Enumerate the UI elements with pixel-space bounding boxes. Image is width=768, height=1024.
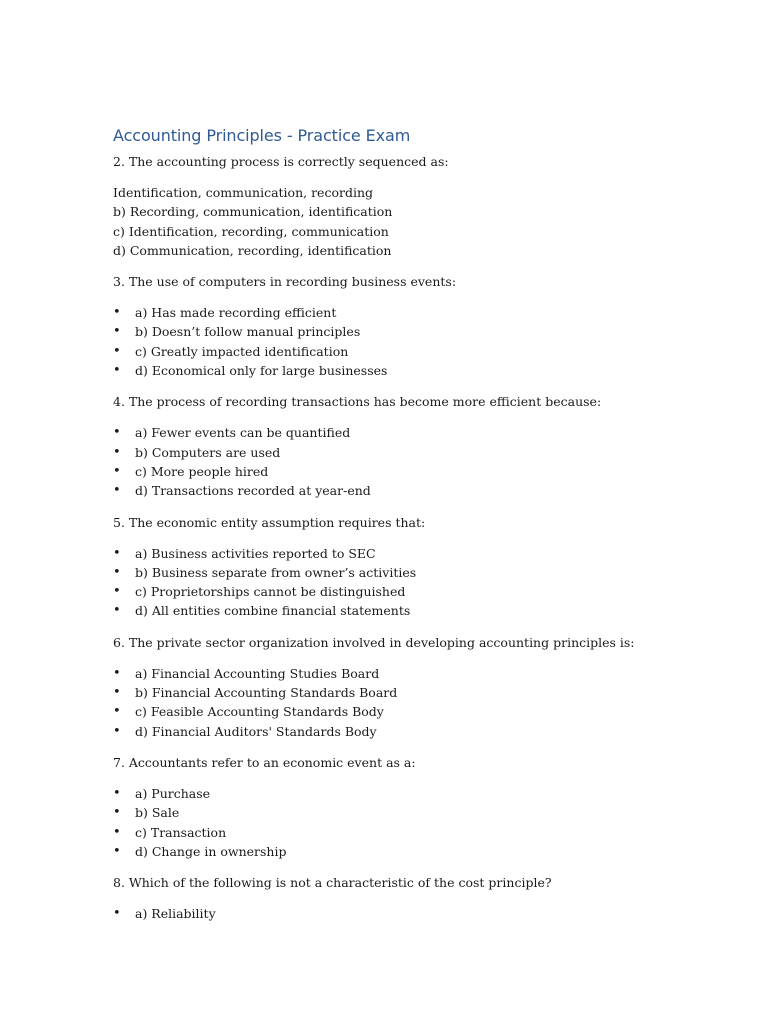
bullet-icon: • [113, 843, 121, 859]
option-item [113, 823, 733, 842]
bullet-icon: • [113, 805, 121, 821]
bullet-icon: • [113, 685, 121, 701]
option-label: c) Feasible Accounting Standards Body [135, 704, 384, 720]
bullet-icon: • [113, 906, 121, 922]
option-label: d) Economical only for large businesses [135, 363, 388, 379]
option-label: d) Change in ownership [135, 843, 287, 859]
bullet-icon: • [113, 324, 121, 340]
option-label: c) Proprietorships cannot be distinguished [135, 584, 406, 600]
document-page [113, 124, 733, 935]
document-title: Accounting Principles - Practice Exam [113, 126, 411, 145]
option-item [113, 683, 733, 702]
bullet-icon: • [113, 463, 121, 479]
option-label: d) Financial Auditors' Standards Body [135, 723, 377, 739]
option-item [113, 342, 733, 361]
question-5: 5. The economic entity assumption requires that: [113, 514, 426, 530]
option-item [113, 904, 733, 923]
bullet-icon: • [113, 363, 121, 379]
option-item [113, 842, 733, 861]
question-8: 8. Which of the following is not a characteristic of the cost principle? [113, 875, 552, 891]
option-label: a) Business activities reported to SEC [135, 545, 376, 561]
option-label: b) Sale [135, 805, 180, 821]
bullet-icon: • [113, 343, 121, 359]
bullet-icon: • [113, 444, 121, 460]
bullet-icon: • [113, 545, 121, 561]
option-label: d) Transactions recorded at year-end [135, 483, 371, 499]
option-item [113, 582, 733, 601]
option-item [113, 481, 733, 500]
question-2: 2. The accounting process is correctly sequenced as: [113, 154, 449, 169]
option-item [113, 443, 733, 462]
question-4: 4. The process of recording transactions has become more efficient because: [113, 394, 602, 410]
question-3: 3. The use of computers in recording business events: [113, 274, 457, 290]
bullet-icon: • [113, 564, 121, 580]
question-8-options [113, 904, 733, 923]
bullet-icon: • [113, 723, 121, 739]
option-item [113, 303, 733, 322]
option-item [113, 702, 733, 721]
option-label: b) Financial Accounting Standards Board [135, 685, 398, 701]
option-item [113, 322, 733, 341]
option-item: c) Identification, recording, communication [113, 223, 389, 239]
question-3-options [113, 303, 733, 380]
option-label: d) All entities combine financial statements [135, 603, 411, 619]
bullet-icon: • [113, 603, 121, 619]
option-item [113, 784, 733, 803]
bullet-icon: • [113, 305, 121, 321]
option-item: Identification, communication, recording [113, 185, 373, 200]
option-item [113, 803, 733, 822]
option-item [113, 462, 733, 481]
option-label: c) Greatly impacted identification [135, 343, 349, 359]
question-5-options [113, 544, 733, 621]
option-label: a) Fewer events can be quantified [135, 425, 351, 441]
question-4-options [113, 423, 733, 500]
question-7: 7. Accountants refer to an economic event as a: [113, 754, 416, 770]
option-label: c) More people hired [135, 463, 269, 479]
option-label: b) Business separate from owner’s activities [135, 564, 417, 580]
option-item [113, 544, 733, 563]
question-6: 6. The private sector organization involved in developing accounting principles is: [113, 634, 635, 650]
option-item [113, 563, 733, 582]
option-item: b) Recording, communication, identification [113, 204, 393, 220]
option-item [113, 722, 733, 741]
option-label: a) Financial Accounting Studies Board [135, 665, 380, 681]
option-item [113, 423, 733, 442]
option-label: a) Has made recording efficient [135, 305, 337, 321]
bullet-icon: • [113, 483, 121, 499]
question-2-options [113, 183, 733, 260]
option-item [113, 601, 733, 620]
option-label: a) Reliability [135, 906, 216, 922]
question-7-options [113, 784, 733, 861]
bullet-icon: • [113, 665, 121, 681]
bullet-icon: • [113, 824, 121, 840]
option-item: d) Communication, recording, identification [113, 242, 392, 258]
option-item [113, 361, 733, 380]
bullet-icon: • [113, 425, 121, 441]
option-label: b) Doesn’t follow manual principles [135, 324, 361, 340]
option-label: a) Purchase [135, 785, 211, 801]
option-label: b) Computers are used [135, 444, 281, 460]
option-label: c) Transaction [135, 824, 227, 840]
bullet-icon: • [113, 785, 121, 801]
option-item [113, 664, 733, 683]
bullet-icon: • [113, 584, 121, 600]
bullet-icon: • [113, 704, 121, 720]
question-6-options [113, 664, 733, 741]
